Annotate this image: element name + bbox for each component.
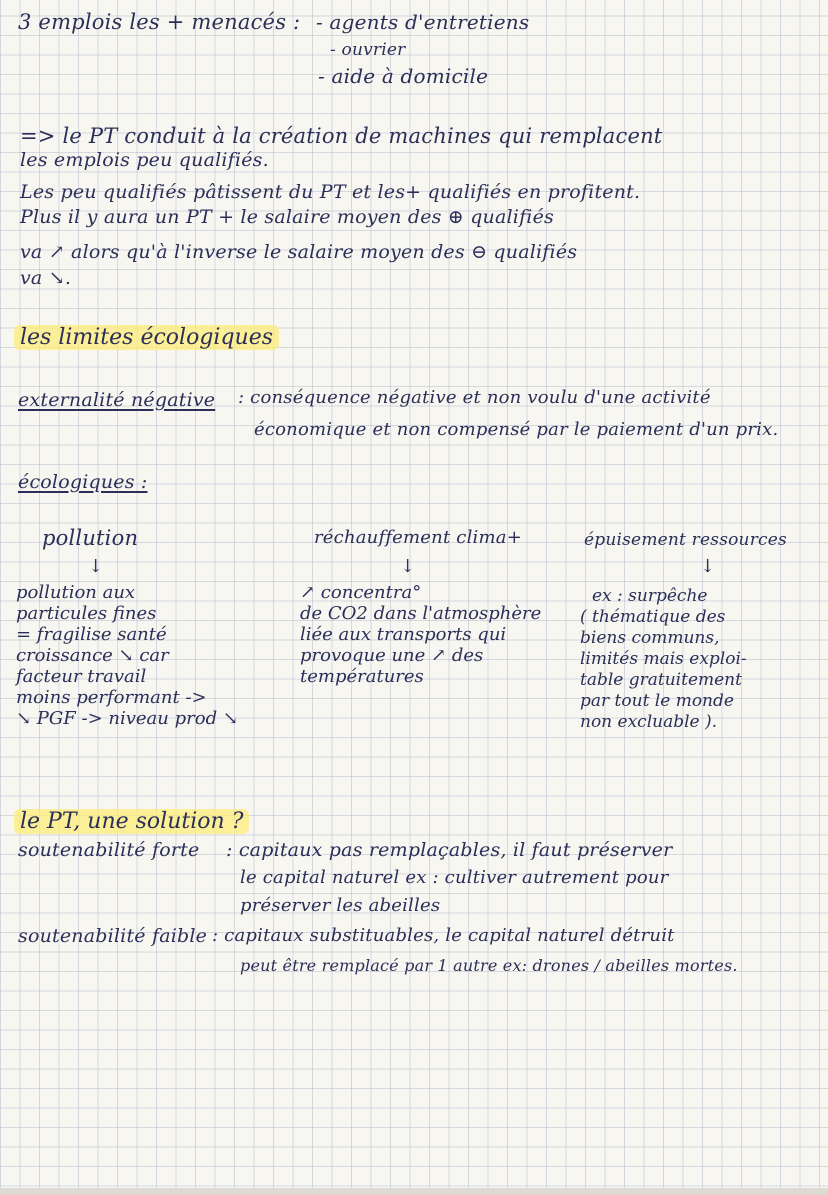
faible-def-line-1: : capitaux substituables, le capital naturel détruit bbox=[212, 925, 675, 946]
list-item: ↗ concentra° bbox=[300, 582, 422, 603]
intro-item-3: - aide à domicile bbox=[318, 64, 489, 88]
forte-term: soutenabilité forte bbox=[18, 839, 200, 861]
col-epuisement-title: épuisement ressources bbox=[584, 530, 787, 550]
pt-line-4: Plus il y aura un PT + le salaire moyen des ⊕ qualifiés bbox=[20, 206, 554, 228]
col-epuisement-body bbox=[580, 586, 747, 733]
list-item: de CO2 dans l'atmosphère bbox=[300, 603, 542, 624]
list-item: moins performant -> bbox=[16, 687, 207, 708]
faible-def-line-2: peut être remplacé par 1 autre ex: drones / abeilles mortes. bbox=[240, 956, 738, 975]
list-item: table gratuitement bbox=[580, 670, 742, 690]
pt-line-1: => le PT conduit à la création de machines qui remplacent bbox=[20, 124, 663, 148]
faible-term: soutenabilité faible bbox=[18, 925, 208, 947]
list-item: liée aux transports qui bbox=[300, 624, 507, 645]
list-item: non excluable ). bbox=[580, 712, 718, 732]
down-arrow-icon: ↓ bbox=[400, 556, 416, 577]
down-arrow-icon: ↓ bbox=[88, 556, 104, 577]
list-item: limités mais exploi- bbox=[580, 649, 747, 669]
section-title-ecologiques: les limites écologiques bbox=[14, 324, 279, 352]
list-item: températures bbox=[300, 666, 424, 687]
col-rechauffement-body bbox=[300, 582, 541, 687]
ecologiques-label: écologiques : bbox=[18, 471, 148, 493]
externalite-def-line-2: économique et non compensé par le paiement d'un prix. bbox=[254, 419, 779, 440]
col-pollution-body bbox=[16, 582, 238, 729]
externalite-def-line-1: : conséquence négative et non voulu d'une activité bbox=[238, 387, 711, 408]
forte-def-line-2: le capital naturel ex : cultiver autrement pour bbox=[240, 867, 669, 888]
list-item: ↘ PGF -> niveau prod ↘ bbox=[16, 708, 238, 729]
pt-line-6: va ↘. bbox=[20, 267, 72, 289]
col-rechauffement-title: réchauffement clima+ bbox=[314, 527, 522, 548]
intro-item-1: - agents d'entretiens bbox=[316, 10, 530, 34]
col-pollution-title: pollution bbox=[42, 526, 139, 550]
list-item: provoque une ↗ des bbox=[300, 645, 484, 666]
externalite-term: externalité négative bbox=[18, 389, 216, 411]
list-item: particules fines bbox=[16, 603, 157, 624]
pt-line-2: les emplois peu qualifiés. bbox=[20, 149, 269, 171]
intro-item-2: - ouvrier bbox=[330, 40, 406, 60]
page-bottom-edge bbox=[0, 1188, 828, 1195]
list-item: ( thématique des bbox=[580, 607, 726, 627]
list-item: croissance ↘ car bbox=[16, 645, 169, 666]
forte-def-line-1: : capitaux pas remplaçables, il faut préserver bbox=[226, 839, 673, 861]
list-item: facteur travail bbox=[16, 666, 147, 687]
list-item: = fragilise santé bbox=[16, 624, 167, 645]
list-item: par tout le monde bbox=[580, 691, 734, 711]
list-item: pollution aux bbox=[16, 582, 136, 603]
section-title-solution: le PT, une solution ? bbox=[14, 808, 249, 836]
forte-def-line-3: préserver les abeilles bbox=[240, 895, 441, 916]
down-arrow-icon: ↓ bbox=[700, 556, 716, 577]
pt-line-5: va ↗ alors qu'à l'inverse le salaire moyen des ⊖ qualifiés bbox=[20, 241, 578, 263]
pt-line-3: Les peu qualifiés pâtissent du PT et les+ qualifiés en profitent. bbox=[20, 181, 641, 203]
intro-heading: 3 emplois les + menacés : bbox=[18, 10, 301, 34]
list-item: ex : surpêche bbox=[592, 586, 708, 606]
list-item: biens communs, bbox=[580, 628, 720, 648]
